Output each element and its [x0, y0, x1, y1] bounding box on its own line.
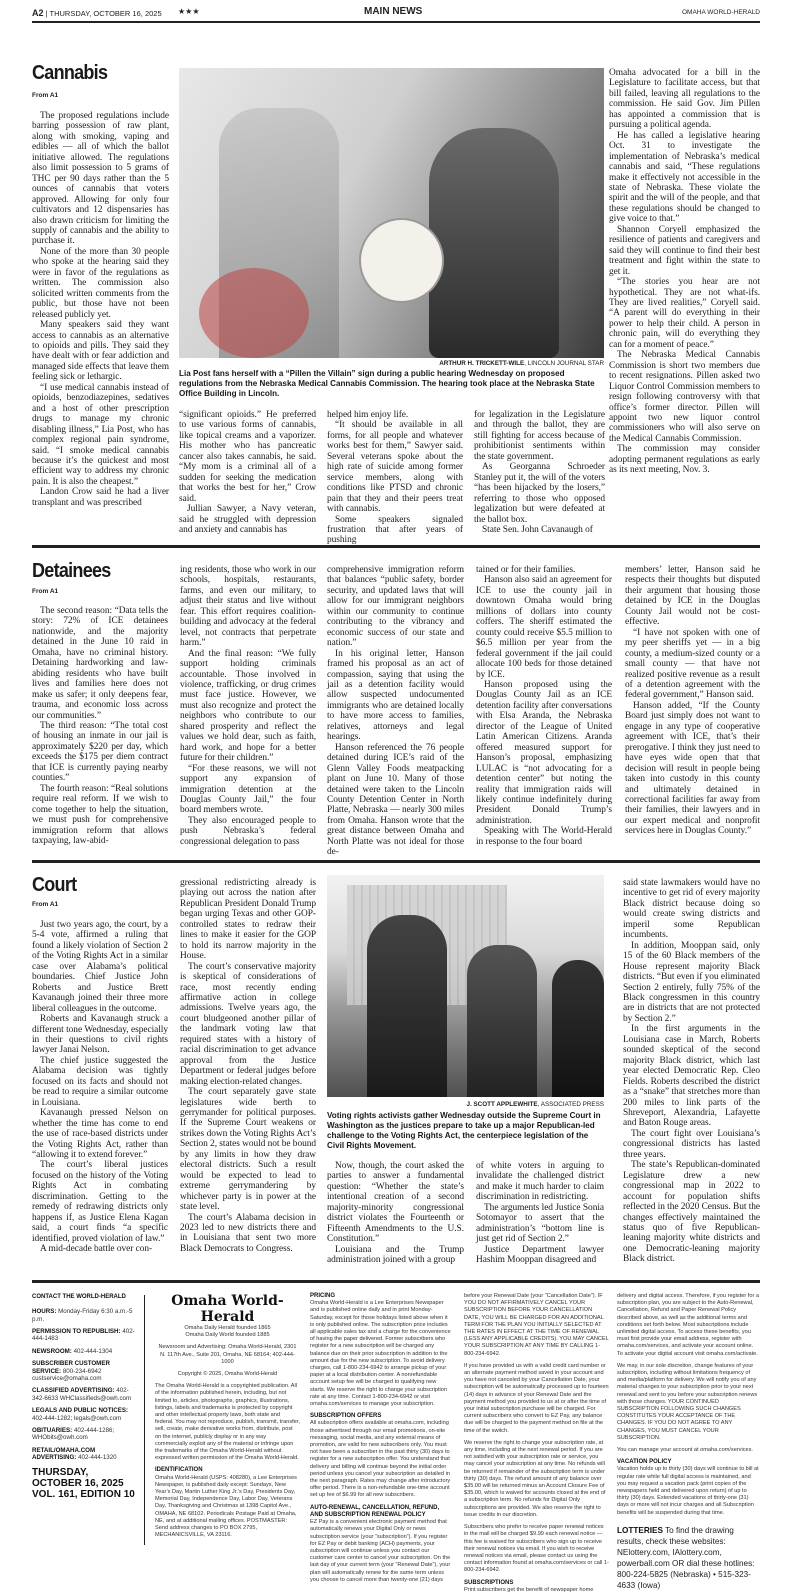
paragraph: The chief justice suggested the Alabama decision was tightly focused on its facts and should not be read to require a similar outcome in Louisiana.: [32, 1055, 168, 1108]
article-column: [327, 1161, 464, 1266]
paragraph: The state’s Republican-dominated Legislature drew a new congressional map in 2022 to account for population shifts reflected in the 2020 Census. But the changes effectively maintained the status quo of five Republican-leaning majority white districts and one Democratic-leaning majority Black district.: [623, 1160, 760, 1265]
paragraph: None of the more than 30 people who spoke at the hearing said they were in favor of the regulations as written. The commission also solicited written comments from the public, but those have not been released publicly yet.: [32, 246, 169, 320]
copyright: Copyright © 2025, Omaha World-Herald: [177, 1371, 278, 1378]
contact-value: 402-444-1304: [73, 1347, 113, 1355]
paragraph: The court separately gave state legislatures wide berth to gerrymander for political purposes. If the Supreme Court weakens or strikes down the Voting Rights Act’s Section 2, states would not be bound by any limits in how they draw electoral districts. Such a result would be expected to lead to extreme gerrymandering by whichever party is in power at the state level.: [180, 1087, 316, 1213]
article-headline-court: Court: [32, 874, 77, 896]
article-column: [609, 68, 760, 476]
paragraph: for legalization in the Legislature and through the ballot, they are still fighting for access because of prohibitionist sentiments within the state government.: [474, 410, 605, 462]
header-rule: [32, 21, 760, 23]
medical-marijuana-shirt: [199, 268, 309, 358]
paragraph: Hanson also said an agreement for ICE to use the county jail in downtown Omaha would bring millions of dollars into county coffers. The sheriff estimated the county could receive $5.5 million to $6.5 million per year from the federal government if the jail could allocate 100 beds for those detained by ICE.: [476, 575, 612, 680]
paragraph: Just two years ago, the court, by a 5-4 vote, affirmed a ruling that found a likely violation of Section 2 of the Voting Rights Act in a similar case over Alabama’s political boundaries. Chief Justice John Roberts and Justice Brett Kavanaugh joined their three more liberal colleagues in the outcome.: [32, 920, 168, 1014]
contact-value: 800-234-6942 custservice@omaha.com: [32, 1367, 102, 1383]
contact-item: [32, 1447, 137, 1462]
paragraph: Speaking with The World-Herald in response to the four board: [476, 826, 612, 847]
offers-text: All subscription offers available at omaha.com, including those advertised through our email promotions, on-site messaging, social media, and any external means of promotion, are valid for new subscribers only. You must not have been a subscriber in the past thirty (30) days to register for a new subscription offer. You understand that delivery and billing will continue beyond the initial order period unless you cancel your subscription as detailed in the next paragraph. Rates may change after introductory offer period. There is a non-refundable one-time account set up fee of $6.99 for all new subscribers.: [310, 1420, 451, 1499]
contact-label: NEWSROOM:: [32, 1347, 72, 1355]
policy-text: before your Renewal Date (your “Cancellation Date”). IF YOU DO NOT AFFIRMATIVELY CANCEL YOUR SUBSCRIPTION BEFORE YOUR CANCELLATION DATE, YOU WILL BE CHARGED FOR AN ADDITIONAL TERM FOR THE PLAN YOU INITIALLY SELECTED AT THE RATES IN EFFECT AT THE TIME OF RENEWAL (LESS ANY APPLICABLE CREDITS). YOU MAY CANCEL YOUR SUBSCRIPTION AT ANY TIME BY CALLING 1-800-234-6942.: [464, 1293, 609, 1357]
terms-text: delivery and digital access. Therefore, if you register for a subscription plan, you are subject to the Auto-Renewal, Cancellation, Refund and Paper Renewal Policy described above, as well as the additional terms and conditions set forth below. Most subscriptions include unlimited digital access. To access these benefits, you must first provide your email address, register with omaha.com/services, and activate your account online. To activate your digital account visit omaha.com/activate.: [617, 1293, 759, 1357]
contact-value: 402-444-1483: [32, 1328, 135, 1343]
contact-label: LEGALS AND PUBLIC NOTICES:: [32, 1407, 129, 1415]
autorenew-heading: AUTO-RENEWAL, CANCELLATION, REFUND, AND SUBSCRIPTION RENEWAL POLICY: [310, 1504, 440, 1518]
paragraph: The court’s Alabama decision in 2023 led to new districts there and in Louisiana that sent two more Black Democrats to Congress.: [180, 1212, 316, 1254]
policy-text: Subscribers who prefer to receive paper renewal notices in the mail will be charged $9.99 each renewal notice — this fee is waived for subscribers who sign up to receive their renewal notices via email. If you wish to receive renewal notices via email, please contact us using the contact information found at omaha.com/services or call 1-800-234-6942.: [464, 1524, 609, 1574]
paragraph: Jullian Sawyer, a Navy veteran, said he struggled with depression and anxiety and cannabis has: [179, 504, 316, 535]
paragraph: Louisiana and the Trump administration joined with a group: [327, 1244, 464, 1266]
paragraph: Some speakers signaled frustration that after years of pushing: [327, 514, 463, 546]
edition-info: THURSDAY, OCTOBER 16, 2025 VOL. 161, EDITION 10: [32, 1466, 135, 1500]
article-column: [32, 606, 168, 846]
policy-box: [464, 1293, 609, 1594]
paragraph: The second reason: “Data tells the story: 72% of ICE detainees nationwide, and the majority detained in the June 10 raid in Omaha, have no criminal history. Detaining hardworking and law-abiding residents who have built lives and families here does not make us safer; it only deepens fear, trauma, and economic loss across our communities.”: [32, 606, 168, 721]
protest-sign: [359, 218, 444, 303]
paragraph: “significant opioids.” He preferred to use various forms of cannabis, like topical creams and a vaporizer. His mother who has pancreatic cancer also takes cannabis, he said. “My mom is a criminal all of a sudden for seeking the medication that works the best for her,” Crow said.: [179, 410, 316, 504]
vacation-text: Vacation holds up to thirty (30) days will continue to bill at regular rate while full digital access is maintained, and you may request a vacation pack (print copies of the newspapers held and delivered upon return) of up to thirty (30) days. Extended vacations of thirty-one (31) days or more will not incur charges and all Subscription benefits will be suspended during that time.: [617, 1466, 759, 1516]
paragraph: Omaha advocated for a bill in the Legislature to facilitate access, but that bill failed, leaving all regulations to the commission. He said Gov. Jim Pillen has appointed a commission that is pursuing a political agenda.: [609, 68, 760, 131]
paragraph: Hanson referenced the 76 people detained during ICE’s raid of the Glenn Valley Foods meatpacking plant on June 10. Many of those detained were taken to the Lincoln County Detention Center in North Platte, Nebraska — nearly 300 miles from Omaha. Hanson wrote that the great distance between Omaha and North Platte was not ideal for those de-: [327, 742, 464, 858]
article-column: [180, 878, 316, 1254]
paragraph: The arguments led Justice Sonia Sotomayor to assert that the administration’s “bottom line is just get rid of Section 2.”: [476, 1202, 604, 1245]
paragraph: State Sen. John Cavanaugh of: [482, 524, 593, 535]
paragraph: Now, though, the court asked the parties to answer a fundamental question: “Whether the state’s intentional creation of a second majority-minority congressional district violates the Fourteenth or Fifteenth Amendments to the U.S. Constitution.”: [327, 1161, 464, 1245]
contact-label: SUBSCRIBER CUSTOMER SERVICE:: [32, 1360, 110, 1375]
policy-text: We reserve the right to change your subscription rate, at any time, including at the next renewal period. If you are not satisfied with your subscription rate or service, you may cancel your subscription at any time. No refunds will be returned if remainder of the subscription term is under thirty (30) days. The refund amount of any balance over $35.00 will be returned minus an Account Closure Fee of $35.00, which is waived for accounts closed at the end of a subscription term. No refunds for Digital Only subscriptions are provided. We also reserve the right to issue credits in our discretion.: [464, 1439, 606, 1518]
paragraph: “I use medical cannabis instead of opioids, benzodiazepines, sedatives and a host of other prescription drugs to manage my chronic disabling illness,” Lia Post, who has complex regional pain syndrome, said. “I smoke medical cannabis because it’s the quickest and most efficient way to address my chronic pain. It is also the cheapest.”: [32, 382, 169, 487]
contact-value: Monday-Friday 6:30 a.m.-5 p.m.: [32, 1308, 133, 1323]
paragraph: Kavanaugh pressed Nelson on whether the time has come to end the use of race-based districts under the Voting Rights Act, rather than “allowing it to extend forever.”: [32, 1108, 168, 1160]
article-column: [32, 920, 168, 1255]
rights-notice: The Omaha World-Herald is a copyrighted publication. All of the information published herein, including, but not limited to, articles, photographs, graphics, illustrations, listings, labels and trademarks is protected by copyright and other intellectual property laws, both state and federal. You may not reproduce, publish, transmit, transfer, sell, create, make derivative works from, distribute, post on the internet, publicly display or in any way commercially exploit any of the material or infringe upon the trademarks of the Omaha World-Herald without expressed written permission of the Omaha World-Herald.: [155, 1383, 300, 1462]
paragraph: And the final reason: “We fully support holding criminals accountable. Those involved in violence, trafficking, or drug crimes must face justice. However, we must also recognize and protect the neighbors who contribute to our shared prosperity and reflect the values we hold dear, such as faith, hard work, and hope for a better future for their children.”: [180, 648, 316, 764]
contact-label: CLASSIFIED ADVERTISING:: [32, 1387, 115, 1395]
article-column: [180, 565, 316, 847]
divider: [144, 1295, 145, 1545]
section-rule: [32, 860, 760, 863]
paragraph: As Georganna Schroeder Stanley put it, the will of the voters “has been hijacked by the losers,” referring to those who opposed legalization but were defeated at the ballot box.: [474, 462, 605, 525]
contact-label: OBITUARIES:: [32, 1427, 73, 1435]
contact-item: [32, 1427, 137, 1442]
contact-item: [32, 1387, 137, 1402]
lotteries-text: To find the drawing results, check these websites: NElottery.com, IAlottery.com, powerball.com OR dial these hotlines: 800-224-5825 (Nebraska) • 515-323-4633 (Iowa): [617, 1525, 755, 1590]
masthead-box: [155, 1293, 300, 1539]
article-column: [327, 410, 463, 546]
pricing-text: Omaha World-Herald is a Lee Enterprises Newspaper and is published online daily and in print Monday-Saturday, except for those holidays listed above when it is only published online. The subscription price includes all applicable sales tax and a charge for the convenience of having the paper delivered. Former subscribers who register for a new subscription will be charged any balance due on their prior subscription in addition to the amount due for the new subscription. To avoid delivery charges, call 1-800-234-6942 to arrange pickup of your paper at a local distribution center. A nonrefundable account setup fee will be charged to qualifying new starts. We reserve the right to change your subscription rate at any time. Contact 1-800-234-6942 or visit omaha.com/services to manage your subscription.: [310, 1300, 451, 1408]
paragraph: A mid-decade battle over con-: [40, 1244, 153, 1255]
paragraph: Hanson added, “If the County Board just simply does not want to engage in any type of cooperative agreement with ICE, that’s their prerogative. I think they just need to have eyes wide open that that decision will result in people being taken into custody in this county and ultimately detained in correctional facilities far away from their families, their lawyers and in our expert medical and nonprofit services here in Douglas County.”: [625, 700, 760, 837]
paragraph: He has called a legislative hearing Oct. 31 to investigate the implementation of Nebraska’s medical cannabis and said, “These regulations make it effectively not accessible in the state of Nebraska. These violate the spirit and the will of the people, and that these regulations should be changed to give voice to that.”: [609, 130, 760, 225]
edition-stars: ★★★: [178, 7, 200, 16]
paragraph: Landon Crow said he had a liver transplant and was prescribed: [32, 487, 169, 508]
terms-text: You can manage your account at omaha.com/services.: [617, 1447, 753, 1454]
page-number: A2: [32, 8, 44, 18]
article-column: [623, 878, 760, 1265]
contact-value: 402-444-1320: [78, 1454, 117, 1462]
autorenew-text: EZ Pay is a convenient electronic payment method that automatically renews your Digital Only or news subscription service (your “subscription”). If you register for EZ Pay or debit banking (ACH) payments, your subscription will continue unless you contact our customer care center to cancel your subscription. On the last day of your current term (your “Renewal Date”), your plan will automatically renew for the same term unless you choose to cancel more than twenty-one (21) days: [310, 1519, 451, 1583]
paragraph: “It should be available in all forms, for all people and whatever works best for them,” Sawyer said. Several veterans spoke about the high rate of suicide among former service members, along with conditions like PTSD and chronic pain that they and their peers treat with cannabis.: [327, 420, 463, 515]
lotteries-box: [617, 1525, 760, 1591]
vacation-heading: VACATION POLICY: [617, 1459, 672, 1466]
paragraph: In his original letter, Hanson framed his proposal as an act of compassion, saying that using the jail as a detention facility would allow suspected undocumented immigrants who are detained locally to have more access to families, relatives, attorneys and legal hearings.: [327, 648, 464, 743]
paragraph: helped him enjoy life.: [327, 410, 409, 420]
paragraph: Justice Department lawyer Hashim Mooppan disagreed and: [476, 1244, 604, 1266]
article-column: [476, 1161, 604, 1266]
pricing-heading: PRICING: [310, 1293, 336, 1299]
footer-rule: [32, 1280, 760, 1283]
section-rule: [32, 545, 760, 548]
paragraph: The court’s conservative majority is skeptical of considerations of race, most recently ending affirmative action in college admissions. Twelve years ago, the court bludgeoned another pillar of the landmark voting law that required states with a history of racial discrimination to get advance approval from the Justice Department or federal judges before making election-related changes.: [180, 961, 316, 1087]
policy-text: If you have provided us with a valid credit card number or an alternate payment method saved in your account and you have not canceled by your Cancellation Date, your subscription will be automatically processed up to fourteen (14) days in advance of your Renewal Date and the payment method you provided to us at or after the time of your initial subscription purchase will be charged. For current subscribers who convert to EZ Pay, any balance due will be charged to the payment method on file at the time of the switch.: [464, 1362, 609, 1434]
contact-box: [32, 1294, 137, 1500]
contact-value: 402-342-6633 WHClassifieds@owh.com: [32, 1387, 132, 1402]
paragraph: members’ letter, Hanson said he respects their thoughts but disputed their argument that housing those detained by ICE in the Douglas County Jail would not be cost-effective.: [625, 565, 760, 628]
photo-caption: Voting rights activists gather Wednesday outside the Supreme Court in Washington as the justices prepare to take up a major Republican-led challenge to the Voting Rights Act, the centerpiece legislation of the Civil Rights Movement.: [327, 1111, 601, 1150]
jump-line: From A1: [32, 92, 59, 99]
paragraph: “The stories you hear are not hypothetical. They are not what-ifs. They are lived realities,” Coryell said. “A parent will do everything in their power to help their child. A person in chronic pain, will do everything they can for a moment of peace.”: [609, 277, 760, 350]
terms-text: We may, in our sole discretion, change features of your subscription, including without limitations frequency of and media/platform for delivery. We will notify you of any material changes to your subscription prior to your next renewal and sent to you before your subscription renews with those changes. YOUR CONTINUED SUBSCRIPTION FOLLOWING SUCH CHANGES CONSTITUTES YOUR ACCEPTANCE OF THE CHANGES. IF YOU DO NOT AGREE TO ANY CHANGES, YOU MUST CANCEL YOUR SUBSCRIPTION.: [617, 1362, 758, 1441]
subscriptions-heading: SUBSCRIPTIONS: [464, 1579, 514, 1586]
contact-value: 402-444-1286; WHObits@owh.com: [32, 1427, 115, 1442]
contact-item: [32, 1360, 137, 1382]
paragraph: The third reason: “The total cost of housing an inmate in our jail is approximately $220 per day, which exceeds the $175 per diem contract that ICE is currently paying nearby counties.”: [32, 720, 168, 784]
paragraph: In addition, Mooppan said, only 15 of the 60 Black members of the House represent majority Black districts. “But even if you eliminated Section 2 entirely, fully 75% of the Black congressmen in this country are in districts that are not protected by Section 2.”: [623, 940, 760, 1024]
contact-item: [32, 1348, 137, 1355]
paragraph: “For these reasons, we will not support any expansion of immigration detention at the Douglas County Jail,” the four board members wrote.: [180, 763, 316, 816]
paragraph: The fourth reason: “Real solutions require real reform. If we wish to come together to help the situation, we must push for comprehensive immigration reform that allows taxpaying, law-abid-: [32, 783, 168, 846]
paragraph: of white voters in arguing to invalidate the challenged district and make it much harder to claim discrimination in redistricting.: [476, 1161, 604, 1203]
paragraph: comprehensive immigration reform that balances “public safety, border security, and updated laws that will allow for our immigrant neighbors within our community to continue contributing to the vibrancy and economic success of our state and nation.”: [327, 565, 464, 649]
article-headline-detainees: Detainees: [32, 560, 111, 582]
founded-line: Omaha Daily Herald founded 1865: [184, 1325, 271, 1331]
article-headline-cannabis: Cannabis: [32, 62, 108, 84]
paragraph: Many speakers said they want access to cannabis as an alternative to opioids and pills. They said they have dealt with or fear addiction and managed side effects that leave them feeling sick or lethargic.: [32, 320, 169, 383]
contact-heading: CONTACT THE WORLD-HERALD: [32, 1294, 126, 1300]
address: Newsroom and Advertising: Omaha World-Herald, 2301 N. 117th Ave., Suite 201, Omaha, NE 68164; 402-444-1000: [158, 1344, 297, 1365]
paragraph: The court fight over Louisiana’s congressional districts has lasted three years.: [623, 1128, 760, 1160]
paragraph: tained or for their families.: [476, 565, 576, 575]
paragraph: “I have not spoken with one of my peer sheriffs yet — in a big county, a medium-sized county or a small county — that have not realized positive revenue as a result of a detention agreement with the federal government,” Hanson said.: [625, 627, 760, 701]
article-column: [179, 410, 316, 535]
subscriptions-text: Print subscribers get the benefit of newspaper home: [464, 1586, 594, 1593]
page-folio: A2 | THURSDAY, OCTOBER 16, 2025: [32, 8, 162, 18]
contact-item: [32, 1407, 137, 1422]
lotteries-label: LOTTERIES: [617, 1525, 663, 1535]
pricing-box: [310, 1293, 452, 1584]
voting-rights-rally-photo: [327, 875, 604, 1097]
activist-figure: [367, 915, 447, 1097]
paragraph: The commission may consider adopting permanent regulations as early as its next meeting, Nov. 3.: [609, 444, 760, 476]
paragraph: Shannon Coryell emphasized the resilience of patients and caregivers and said they will continue to find their best treatment and fight within the state to get it.: [609, 224, 760, 277]
paragraph: They also encouraged people to push Nebraska’s federal congressional delegation to pass: [180, 815, 316, 847]
photo-caption: Lia Post fans herself with a “Pillen the Villain” sign during a public hearing Wednesday on proposed regulations from the Nebraska Medical Cannabis Commission. The hearing took place at the Nebraska State Office Building in Lincoln.: [179, 369, 595, 398]
masthead-logo: Omaha World-Herald: [171, 1293, 284, 1325]
identification-heading: IDENTIFICATION: [155, 1467, 203, 1474]
article-column: [474, 410, 605, 535]
contact-item: [32, 1308, 137, 1323]
founded-line: Omaha Daily World founded 1885: [185, 1332, 270, 1339]
paragraph: The Nebraska Medical Cannabis Commission is short two members due to recent resignations. Pillen asked two Liquor Control Commission members to resign following controversy with that office’s former director. Pillen will appoint two new liquor control commissioners who will also serve on the Medical Cannabis Commission.: [609, 350, 760, 444]
contact-label: RETAIL/OMAHA.COM ADVERTISING:: [32, 1446, 96, 1462]
article-column: [625, 565, 760, 837]
cannabis-hearing-photo: [179, 68, 604, 358]
contact-label: HOURS:: [32, 1308, 57, 1316]
photo-credit: J. SCOTT APPLEWHITE, ASSOCIATED PRESS: [466, 1101, 604, 1108]
paragraph: Hanson proposed using the Douglas County Jail as an ICE detention facility after conversations with Elsa Aranda, the Nebraska director of the League of United Latin American Citizens. Aranda offered measured support for Hanson’s proposal, emphasizing LULAC is “not advocating for a detention center” but noting the reality that immigration raids will likely continue indefinitely during President Donald Trump’s administration.: [476, 679, 612, 826]
article-column: [32, 111, 169, 508]
subscription-terms-box: [617, 1293, 760, 1591]
paragraph: ing residents, those who work in our schools, hospitals, restaurants, farms, and even our military, to adjust their status and live without fear. This effort requires coalition-building and advocacy at the federal level, not contracts that perpetrate harm.”: [180, 565, 316, 649]
contact-item: [32, 1328, 137, 1343]
paper-name: OMAHA WORLD-HERALD: [681, 9, 760, 16]
identification-text: Omaha World-Herald (USPS: 408280), a Lee Enterprises Newspaper, is published daily except: Sundays, New Year’s Day, Martin Luther King Jr.’s Day, Presidents Day, Memorial Day, Independence Day, Labor Day, Veterans Day, Thanksgiving and Christmas at 1398 Capitol Ave., OMAHA, NE 68102. Periodicals Postage Paid at Omaha, NE, and at additional mailing offices. POSTMASTER: Send address changes to PO BOX 2795, MECHANICSVILLE, VA 23116.: [155, 1474, 297, 1539]
contact-value: 402-444-1282; legals@owh.com: [32, 1414, 122, 1422]
photo-credit: ARTHUR H. TRICKETT-WILE, LINCOLN JOURNAL STAR: [439, 360, 604, 367]
paragraph: The court’s liberal justices focused on the history of the Voting Rights Act in combating discrimination. Getting to the remedy of redrawing districts only happens if, as Justice Elena Kagan said, a court finds “a specific identified, proved violation of law.”: [32, 1160, 168, 1244]
jump-line: From A1: [32, 901, 59, 908]
paragraph: Roberts and Kavanaugh struck a different tone Wednesday, especially in their questions to civil rights lawyer Janai Nelson.: [32, 1014, 168, 1056]
paragraph: said state lawmakers would have no incentive to get rid of every majority Black district because doing so would create swing districts and imperil some Republican incumbents.: [623, 878, 760, 941]
article-column: [327, 565, 464, 858]
paragraph: The proposed regulations include barring possession of raw plant, along with smoking, vaping and edibles — all of which the ballot initiative allowed. The regulations also limit possession to 5 grams of THC per 90 days rather than the 5 ounces of cannabis that voters approved. Allowing for only four cultivators and 12 dispensaries has also drawn criticism for limiting the supply of cannabis and the ability to purchase it.: [32, 111, 169, 247]
paragraph: gressional redistricting already is playing out across the nation after Republican President Donald Trump began urging Texas and other GOP-controlled states to redraw their lines to make it easier for the GOP to hold its narrow majority in the House.: [180, 878, 316, 962]
paragraph: In the first arguments in the Louisiana case in March, Roberts sounded skeptical of the second majority Black district, which last year elected Democratic Rep. Cleo Fields. Roberts described the district as a “snake” that stretches more than 200 miles to link parts of the Shreveport, Alexandria, Lafayette and Baton Rouge areas.: [623, 1024, 760, 1129]
section-name: MAIN NEWS: [364, 6, 423, 17]
offers-heading: SUBSCRIPTION OFFERS: [310, 1413, 382, 1420]
contact-label: PERMISSION TO REPUBLISH:: [32, 1328, 121, 1336]
article-column: [476, 565, 612, 847]
jump-line: From A1: [32, 588, 59, 595]
issue-date: THURSDAY, OCTOBER 16, 2025: [49, 9, 162, 18]
